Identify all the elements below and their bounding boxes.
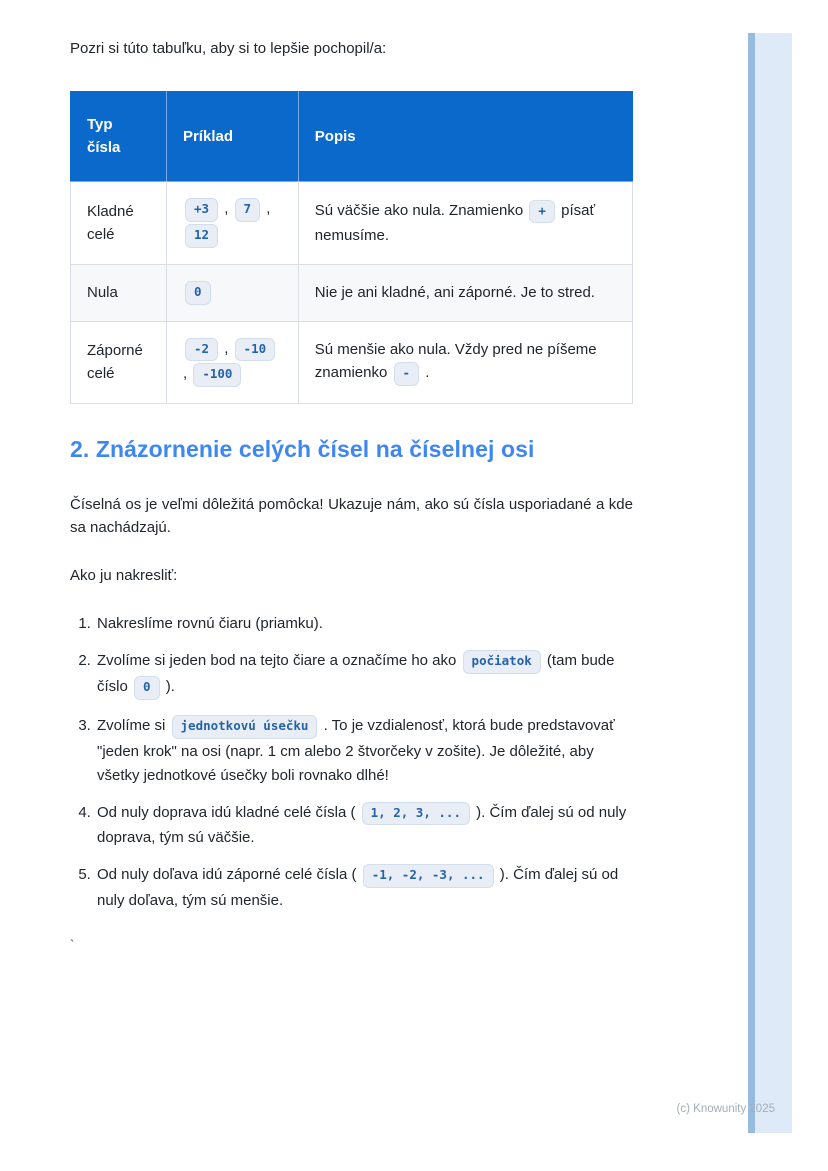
drawing-steps-list	[70, 612, 633, 913]
inline-code-badge: 0	[134, 676, 160, 700]
example-cell: -2 , -10 , -100	[166, 321, 298, 404]
example-cell	[166, 264, 298, 321]
inline-code-badge: počiatok	[463, 650, 541, 674]
footer-credit: (c) Knowunity 2025	[676, 1103, 775, 1115]
scrollbar-track[interactable]	[748, 33, 792, 1133]
header-cell-description: Popis	[298, 92, 632, 182]
table-header-row	[71, 92, 633, 182]
list-item: 4. Od nuly doprava idú kladné celé čísla ( 1, 2, 3, ... ). Čím ďalej sú od nuly doprava, tým sú väčšie.	[95, 801, 633, 851]
type-cell: Záporné celé	[71, 321, 167, 404]
inline-code-badge: 12	[185, 224, 218, 248]
stray-backtick: `	[70, 937, 75, 953]
section-heading: 2. Znázornenie celých čísel na číselnej osi	[70, 436, 535, 462]
list-item: 2. Zvolíme si jeden bod na tejto čiare a označíme ho ako počiatok (tam bude číslo 0 ).	[95, 649, 633, 701]
inline-code-badge: -10	[235, 338, 276, 362]
list-item: 1. Nakreslíme rovnú čiaru (priamku).	[95, 612, 633, 636]
inline-code-badge: 7	[235, 198, 261, 222]
example-cell: +3 , 7 , 12	[166, 182, 298, 265]
table-row	[71, 321, 633, 404]
inline-code-badge: 1, 2, 3, ...	[362, 802, 470, 826]
table-row	[71, 182, 633, 265]
inline-code-badge: +	[529, 200, 555, 224]
inline-code-badge: +3	[185, 198, 218, 222]
integer-types-table	[70, 91, 633, 404]
scrollbar-thumb[interactable]	[748, 33, 755, 1133]
inline-code-badge: -1, -2, -3, ...	[363, 864, 494, 888]
inline-code-badge: 0	[185, 281, 211, 305]
type-cell: Kladné celé	[71, 182, 167, 265]
document-content	[70, 37, 633, 955]
inline-code-badge: -2	[185, 338, 218, 362]
list-item: 5. Od nuly doľava idú záporné celé čísla ( -1, -2, -3, ... ). Čím ďalej sú od nuly doľava, tým sú menšie.	[95, 863, 633, 913]
intro-paragraph: Pozri si túto tabuľku, aby si to lepšie pochopil/a:	[70, 40, 387, 57]
inline-code-badge: -	[394, 362, 420, 386]
number-line-paragraph: Číselná os je veľmi dôležitá pomôcka! Ukazuje nám, ako sú čísla usporiadané a kde sa nachádzajú.	[70, 495, 633, 536]
list-item: 3. Zvolíme si jednotkovú úsečku . To je vzdialenosť, ktorá bude predstavovať "jeden krok" na osi (napr. 1 cm alebo 2 štvorčeky v zošite). Je dôležité, aby všetky jednotkové úsečky boli rovnako dlhé!	[95, 714, 633, 788]
how-to-draw-label: Ako ju nakresliť:	[70, 567, 178, 585]
type-cell: Nula	[71, 264, 167, 321]
table-row	[71, 264, 633, 321]
description-cell: Sú menšie ako nula. Vždy pred ne píšeme znamienko - .	[298, 321, 632, 404]
inline-code-badge: jednotkovú úsečku	[172, 715, 318, 739]
inline-code-badge: -100	[193, 363, 241, 387]
header-cell-type: Typ čísla	[71, 92, 167, 182]
header-cell-example: Príklad	[166, 92, 298, 182]
description-cell: Nie je ani kladné, ani záporné. Je to stred.	[298, 264, 632, 321]
description-cell: Sú väčšie ako nula. Znamienko + písať nemusíme.	[298, 182, 632, 265]
